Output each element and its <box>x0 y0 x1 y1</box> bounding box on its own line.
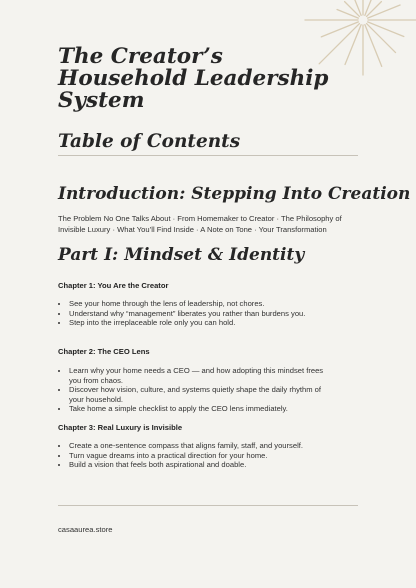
introduction-heading: Introduction: Stepping Into Creation <box>58 184 411 204</box>
list-item: • Create a one-sentence compass that aligns family, staff, and yourself. <box>69 441 329 451</box>
footer-website: casaaurea.store <box>58 525 113 534</box>
document-title <box>58 46 358 112</box>
sunburst-ray <box>337 10 358 19</box>
sunburst-ray <box>368 5 400 18</box>
sunburst-ray <box>365 0 373 15</box>
list-item: • Learn why your home needs a CEO — and how adopting this mindset frees you from chaos. <box>69 366 329 385</box>
sunburst-ray <box>345 2 360 17</box>
chapter-1-title: Chapter 1: You Are the Creator <box>58 281 169 290</box>
chapter-1-points <box>58 299 329 328</box>
list-item: • Understand why “management” liberates you rather than burdens you. <box>69 309 329 319</box>
list-item: • Discover how vision, culture, and systems quietly shape the daily rhythm of your household. <box>69 385 329 404</box>
chapter-2-points <box>58 366 329 414</box>
introduction-summary: The Problem No One Talks About · From Homemaker to Creator · The Philosophy of Invisible Luxury · What You’ll Find Inside · A Note on Tone · Your Transformation <box>58 214 342 234</box>
chapter-3-points <box>58 441 329 470</box>
divider-bottom <box>58 505 358 506</box>
part-1-heading: Part I: Mindset & Identity <box>58 245 305 265</box>
chapter-2-title: Chapter 2: The CEO Lens <box>58 347 150 356</box>
title-line-2: Household Leadership <box>58 66 329 91</box>
list-item: • Take home a simple checklist to apply the CEO lens immediately. <box>69 404 329 414</box>
title-line-1: The Creator’s <box>58 44 223 69</box>
chapter-3-title: Chapter 3: Real Luxury is Invisible <box>58 423 183 432</box>
divider-top <box>58 155 358 156</box>
title-line-3: System <box>58 88 145 113</box>
sunburst-ray <box>354 0 361 15</box>
list-item: • Step into the irreplaceable role only you can hold. <box>69 318 329 328</box>
list-item: • Turn vague dreams into a practical direction for your home. <box>69 451 329 461</box>
sunburst-ray <box>367 2 382 17</box>
list-item: • See your home through the lens of leadership, not chores. <box>69 299 329 309</box>
list-item: • Build a vision that feels both aspirational and doable. <box>69 460 329 470</box>
table-of-contents-heading: Table of Contents <box>58 131 241 152</box>
